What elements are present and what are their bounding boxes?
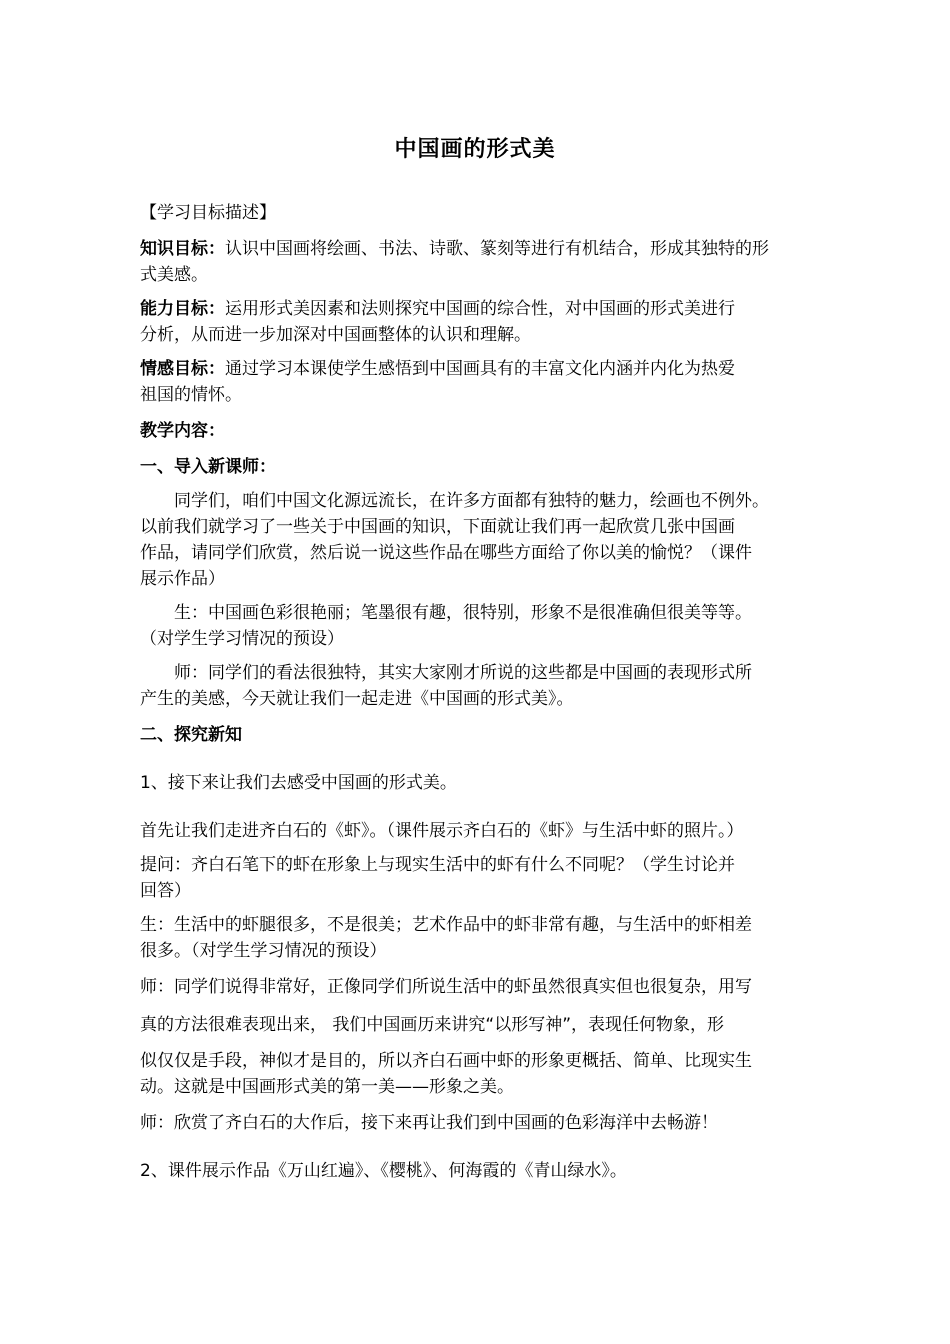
emotion-goal-line1 <box>140 356 820 383</box>
paragraph-line: （对学生学习情况的预设） <box>140 629 344 649</box>
paragraph-line: 同学们，咱们中国文化源远流长，在许多方面都有独特的魅力，绘画也不例外。 <box>174 491 769 511</box>
ability-goal-line1 <box>140 296 820 323</box>
ability-goal-line2: 分析，从而进一步加深对中国画整体的认识和理解。 <box>140 325 531 345</box>
knowledge-goal-text: 认识中国画将绘画、书法、诗歌、篆刻等进行有机结合，形成其独特的形 <box>225 239 769 259</box>
paragraph-line: 很多。（对学生学习情况的预设） <box>140 941 387 961</box>
paragraph-line: 以前我们就学习了一些关于中国画的知识，下面就让我们再一起欣赏几张中国画 <box>140 517 735 537</box>
item2: 2、课件展示作品《万山红遍》、《樱桃》、何海霞的《青山绿水》。 <box>140 1161 627 1181</box>
knowledge-goal-line1 <box>140 236 820 263</box>
knowledge-goal-label: 知识目标： <box>140 239 225 259</box>
paragraph-line: 作品，请同学们欣赏，然后说一说这些作品在哪些方面给了你以美的愉悦？（课件 <box>140 543 752 563</box>
knowledge-goal-line2: 式美感。 <box>140 265 208 285</box>
paragraph-line: 似仅仅是手段，神似才是目的，所以齐白石画中虾的形象更概括、简单、比现实生 <box>140 1051 752 1071</box>
part2-heading: 二、探究新知 <box>140 725 242 745</box>
paragraph-line: 真的方法很难表现出来， 我们中国画历来讲究“以形写神”，表现任何物象，形 <box>140 1015 725 1035</box>
ability-goal-text: 运用形式美因素和法则探究中国画的综合性，对中国画的形式美进行 <box>225 299 735 319</box>
paragraph-line: 首先让我们走进齐白石的《虾》。（课件展示齐白石的《虾》与生活中虾的照片。） <box>140 821 744 841</box>
paragraph-line: 回答） <box>140 881 191 901</box>
paragraph-line: 展示作品） <box>140 569 225 589</box>
part1-heading: 一、导入新课师： <box>140 457 276 477</box>
emotion-goal-text: 通过学习本课使学生感悟到中国画具有的丰富文化内涵并内化为热爱 <box>225 359 735 379</box>
content-heading: 教学内容： <box>140 421 225 441</box>
paragraph-line: 产生的美感，今天就让我们一起走进《中国画的形式美》。 <box>140 689 574 709</box>
emotion-goal-line2: 祖国的情怀。 <box>140 385 242 405</box>
paragraph-line: 师：同学们说得非常好，正像同学们所说生活中的虾虽然很真实但也很复杂，用写 <box>140 977 752 997</box>
paragraph-line: 生：中国画色彩很艳丽；笔墨很有趣，很特别，形象不是很准确但很美等等。 <box>174 603 752 623</box>
paragraph-line: 师：欣赏了齐白石的大作后，接下来再让我们到中国画的色彩海洋中去畅游！ <box>140 1113 718 1133</box>
paragraph-line: 提问：齐白石笔下的虾在形象上与现实生活中的虾有什么不同呢？（学生讨论并 <box>140 855 735 875</box>
ability-goal-label: 能力目标： <box>140 299 225 319</box>
page-title: 中国画的形式美 <box>394 137 556 162</box>
section-label: 【学习目标描述】 <box>140 203 276 223</box>
paragraph-line: 动。这就是中国画形式美的第一美——形象之美。 <box>140 1077 514 1097</box>
item1: 1、接下来让我们去感受中国画的形式美。 <box>140 773 457 793</box>
paragraph-line: 师：同学们的看法很独特，其实大家刚才所说的这些都是中国画的表现形式所 <box>174 663 752 683</box>
emotion-goal-label: 情感目标： <box>140 359 225 379</box>
paragraph-line: 生：生活中的虾腿很多，不是很美；艺术作品中的虾非常有趣，与生活中的虾相差 <box>140 915 752 935</box>
